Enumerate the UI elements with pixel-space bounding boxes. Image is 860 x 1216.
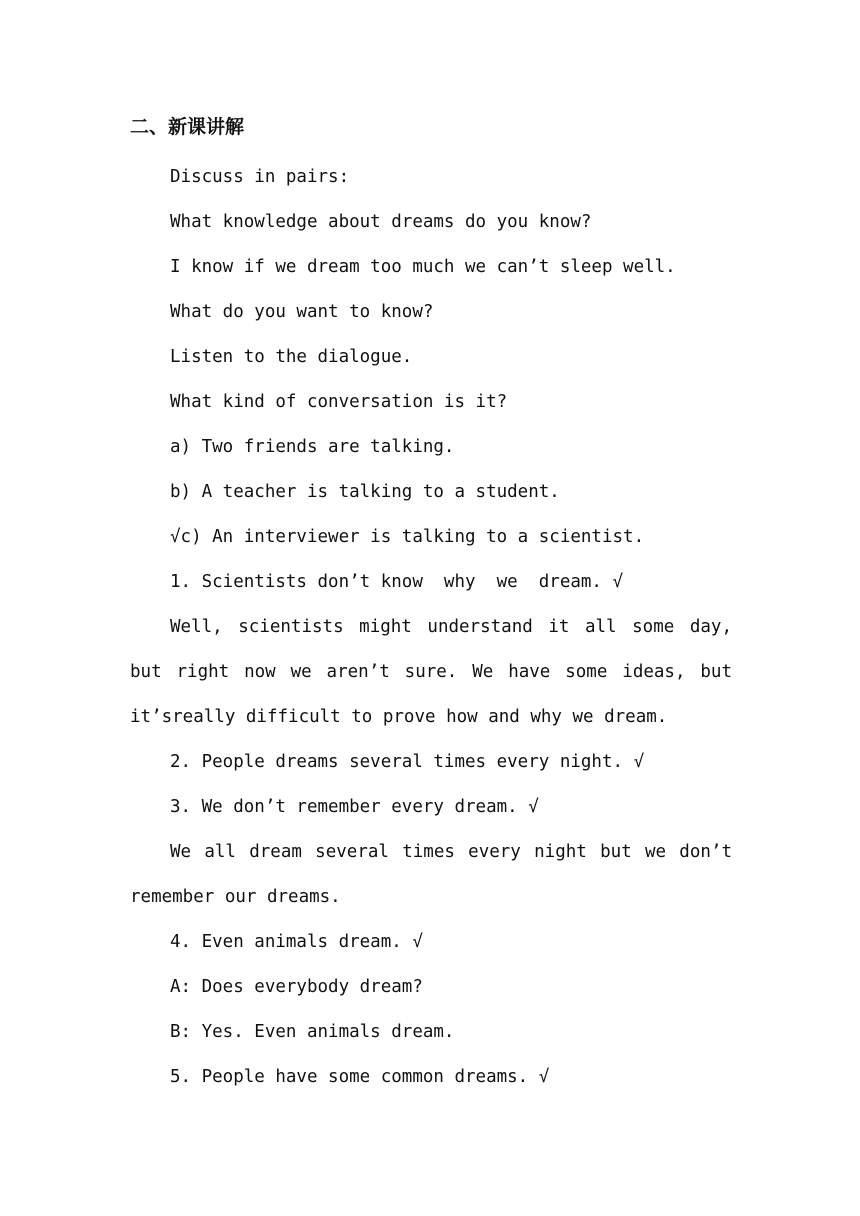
- statement-2: 2. People dreams several times every night. √: [170, 752, 645, 772]
- paragraph-explanation-1: Well, scientists might understand it all some day, but right now we aren’t sure. We have some ideas, but it’sreally difficult to prove how and why we dream.: [130, 617, 732, 727]
- document-page: [130, 110, 732, 1100]
- text-line: What do you want to know?: [170, 302, 434, 322]
- dialogue-line-a: A: Does everybody dream?: [170, 977, 423, 997]
- statement-5: 5. People have some common dreams. √: [170, 1067, 550, 1087]
- paragraph-explanation-2: We all dream several times every night but we don’t remember our dreams.: [130, 842, 732, 907]
- statement-3: 3. We don’t remember every dream. √: [170, 797, 539, 817]
- option-c-checked: √c) An interviewer is talking to a scientist.: [170, 527, 645, 547]
- text-line: What knowledge about dreams do you know?: [170, 212, 592, 232]
- dialogue-line-b: B: Yes. Even animals dream.: [170, 1022, 455, 1042]
- statement-4: 4. Even animals dream. √: [170, 932, 423, 952]
- text-line: Discuss in pairs:: [170, 167, 350, 187]
- section-heading: 二、新课讲解: [130, 116, 245, 138]
- statement-1: 1. Scientists don’t know why we dream. √: [170, 572, 624, 592]
- text-line: What kind of conversation is it?: [170, 392, 508, 412]
- option-a: a) Two friends are talking.: [170, 437, 455, 457]
- text-line: Listen to the dialogue.: [170, 347, 413, 367]
- option-b: b) A teacher is talking to a student.: [170, 482, 560, 502]
- text-line: I know if we dream too much we can’t sleep well.: [170, 257, 676, 277]
